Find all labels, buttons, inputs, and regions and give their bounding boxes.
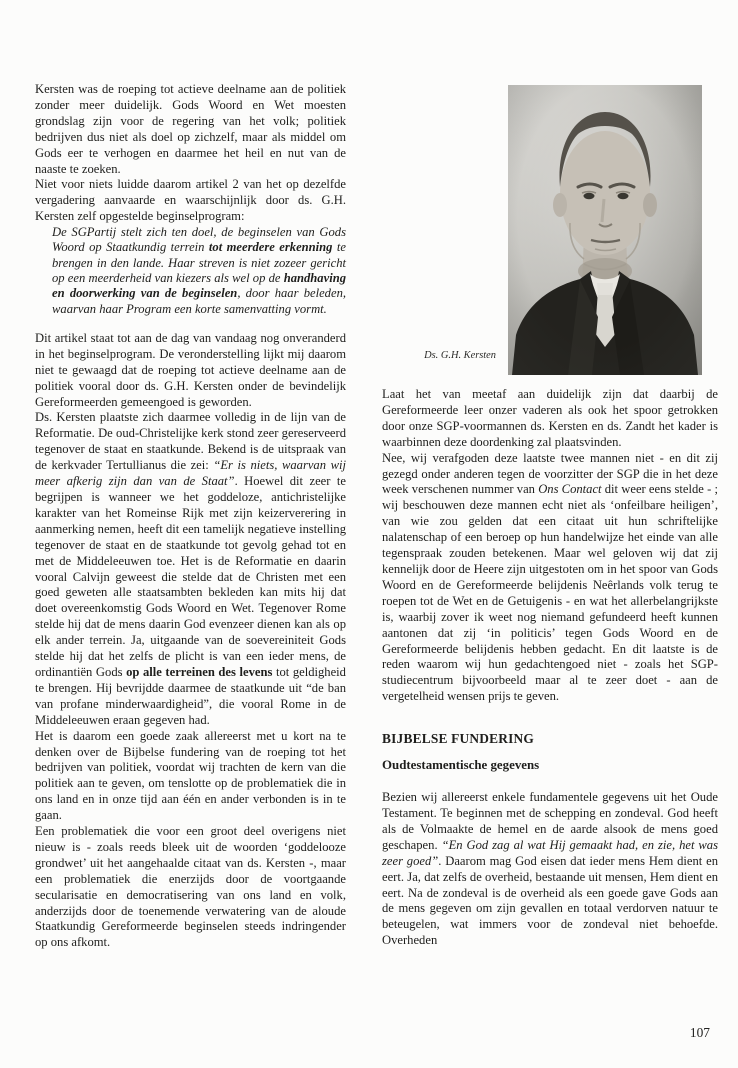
text-segment: . Hoewel dit zeer te begrijpen is wanneer we het goddeloze, antichristelijke karakter van het Romeinse Rijk met zijn keizerverering in aanmerking nemen, heeft dit een tamelijk negatieve instelling tegenover de staat en de staatkunde tot gevolg gehad tot en met de Middeleeuwen toe. Het is de Reformatie en daarin vooral Calvijn geweest die stelde dat de Christen met een goed geweten alle staatsambten bekleden kan mits hij dat doet overeenkomstig Gods Woord en Wet. Tegenover Rome stelde hij dat de mens daarin God evenzeer dienen kan als op elk ander terrein. Ja, uitgaande van de soevereiniteit Gods stelde hij dat het zelfs de plicht is van een ieder mens, de ordinantiën Gods	[35, 474, 346, 679]
text-segment: Ons Contact	[538, 482, 602, 497]
left-column	[35, 82, 346, 951]
text-segment: Niet voor niets luidde daarom artikel 2 van het op dezelfde vergadering aanvaarde en waarschijnlijk door ds. G.H. Kersten zelf opgestelde beginselprogram:	[35, 177, 346, 224]
body-paragraph	[382, 451, 718, 706]
page-number: 107	[689, 1025, 710, 1040]
body-paragraph	[35, 729, 346, 824]
body-paragraph	[35, 331, 346, 411]
photo-caption: Ds. G.H. Kersten	[424, 350, 496, 361]
text-segment: De SGPartij stelt zich ten doel, de beginselen van Gods Woord op Staatkundig terrein	[52, 225, 346, 255]
text-segment: Ds. Kersten plaatste zich daarmee volledig in de lijn van de Reformatie. De oud-Christelijke kerk stond zeer gereserveerd tegenover de staat en staatkunde. Bekend is de uitspraak van de kerkvader Tertullianus die zei:	[35, 410, 346, 473]
text-segment: Een problematiek die voor een groot deel overigens niet nieuw is - zoals reeds bleek uit de woorden ‘goddelooze grondwet’ uit het aangehaalde citaat van ds. Kersten -, maar een problematiek die enerzijds door de voortgaande secularisatie en democratisering van ons land en volk, anderzijds door de toenemende verwatering van de aloude Staatkundig Gereformeerde beginselen steeds indringender op ons afkomt.	[35, 824, 346, 950]
text-segment: . Daarom mag God eisen dat ieder mens Hem dient en eert. Ja, dat zelfs de overheid, bestaande uit mensen, Hem dient en eert. Na de zondeval is de overheid als een goede gave Gods aan de mens gegeven om zijn gevallen en totaal verdorven natuur te beteugelen, wat immers voor de zondeval niet behoefde. Overheden	[382, 853, 718, 948]
text-segment: op alle terreinen des levens	[126, 664, 273, 679]
text-segment: Kersten was de roeping tot actieve deelname aan de politiek zonder meer duidelijk. Gods Woord en Wet moesten grondslag zijn voor de regering van het volk; politiek bedrijven dus niet als doel op zichzelf, maar als middel om Gods eer te verhogen en daarmee het heil en nut van de naaste te zoeken.	[35, 82, 346, 176]
text-segment: te brengen in den lande. Haar streven is niet zozeer gericht op een meerderheid van kiezers als wel op de	[52, 240, 346, 286]
text-segment: Laat het van meetaf aan duidelijk zijn dat daarbij de Gereformeerde leer onzer vaderen als ook het spoor getrokken door onze SGP-voormannen ds. Kersten en ds. Zandt het kader is waarbinnen deze doordenking zal plaatsvinden.	[382, 387, 718, 449]
text-segment: Nee, wij verafgoden deze laatste twee mannen niet - en dit zij gezegd onder anderen tegen de voorzitter der SGP die in het deze week verschenen nummer van	[382, 450, 718, 497]
right-column	[382, 387, 718, 949]
text-segment: “En God zag al wat Hij gemaakt had, en zie, het was zeer goed”	[382, 837, 719, 868]
text-segment: Het is daarom een goede zaak allereerst met u kort na te denken over de Bijbelse fundering van de roeping tot het bedrijven van politiek, voordat wij trachten de kern van die politiek aan te geven, om tenslotte op de problematiek die in ons land en in onze tijd aan één en ander verbonden is in te gaan.	[35, 728, 346, 823]
body-paragraph	[35, 177, 346, 225]
text-segment: tot geldigheid te brengen. Hij bevrijdde daarmee de staatkunde uit “de ban van profane minderwaardigheid”, die vooral Rome in de Middeleeuwen eraan gegeven had.	[35, 664, 346, 727]
body-paragraph	[382, 387, 718, 451]
text-segment: Bezien wij allereerst enkele fundamentele gegevens uit het Oude Testament. Te beginnen met de schepping en zondeval. God heeft als de Volmaakte de hemel en de aarde alsook de mens goed geschapen.	[382, 790, 718, 852]
body-paragraph	[382, 790, 718, 949]
text-segment: tot meerdere erkenning	[208, 240, 333, 255]
subsection-heading: Oudtestamentische gegevens	[382, 758, 540, 773]
text-segment: handhaving en doorwerking van de beginselen	[52, 271, 346, 301]
body-paragraph	[35, 824, 346, 951]
text-segment: Dit artikel staat tot aan de dag van vandaag nog onveranderd in het beginselprogram. De veronderstelling lijkt mij daarom niet te gewaagd dat de roeping tot actieve deelname aan de politiek vooral door ds. G.H. Kersten onder de bevindelijk Gereformeerden gemeengoed is geworden.	[35, 330, 346, 409]
text-segment: , door haar beleden, waarvan haar Program een korte samenvatting vormt.	[52, 286, 347, 316]
quote-paragraph	[35, 225, 346, 317]
text-segment: dit weer eens stelde - ; wij beschouwen deze mannen echt niet als ‘onfeilbare heiligen’, van wie zou gelden dat een citaat uit hun schriftelijke nalatenschap of een beroep op hun handelwijze het einde van alle tegenspraak zouden betekenen. Maar wel geloven wij dat zij kennelijk door de Heere zijn uitgestoten om in het spoor van Gods Woord en de Gereformeerde belijdenis Neêrlands volk terug te roepen tot de Wet en de Getuigenis - en wat het allerbelangrijkste is, waarbij zover ik weet nog niemand gefundeerd heeft kunnen aantonen dat zij ‘in politicis’ tegen Gods Woord en de Gereformeerde belijdenis hebben gedacht. En dit laatste is de reden waarom wij hun gedachtengoed niet - zoals het SGP-studiecentrum bijvoorbeeld maar al te zeer doet - aan de vergetelheid wensen prijs te geven.	[382, 482, 718, 704]
text-segment: “Er is niets, waarvan wij meer afkerig zijn dan van de Staat”	[35, 458, 346, 489]
portrait-photo	[508, 85, 702, 375]
section-heading: BIJBELSE FUNDERING	[382, 731, 535, 747]
kersten-portrait-photo	[508, 85, 702, 375]
body-paragraph	[35, 82, 346, 177]
body-paragraph	[35, 410, 346, 728]
